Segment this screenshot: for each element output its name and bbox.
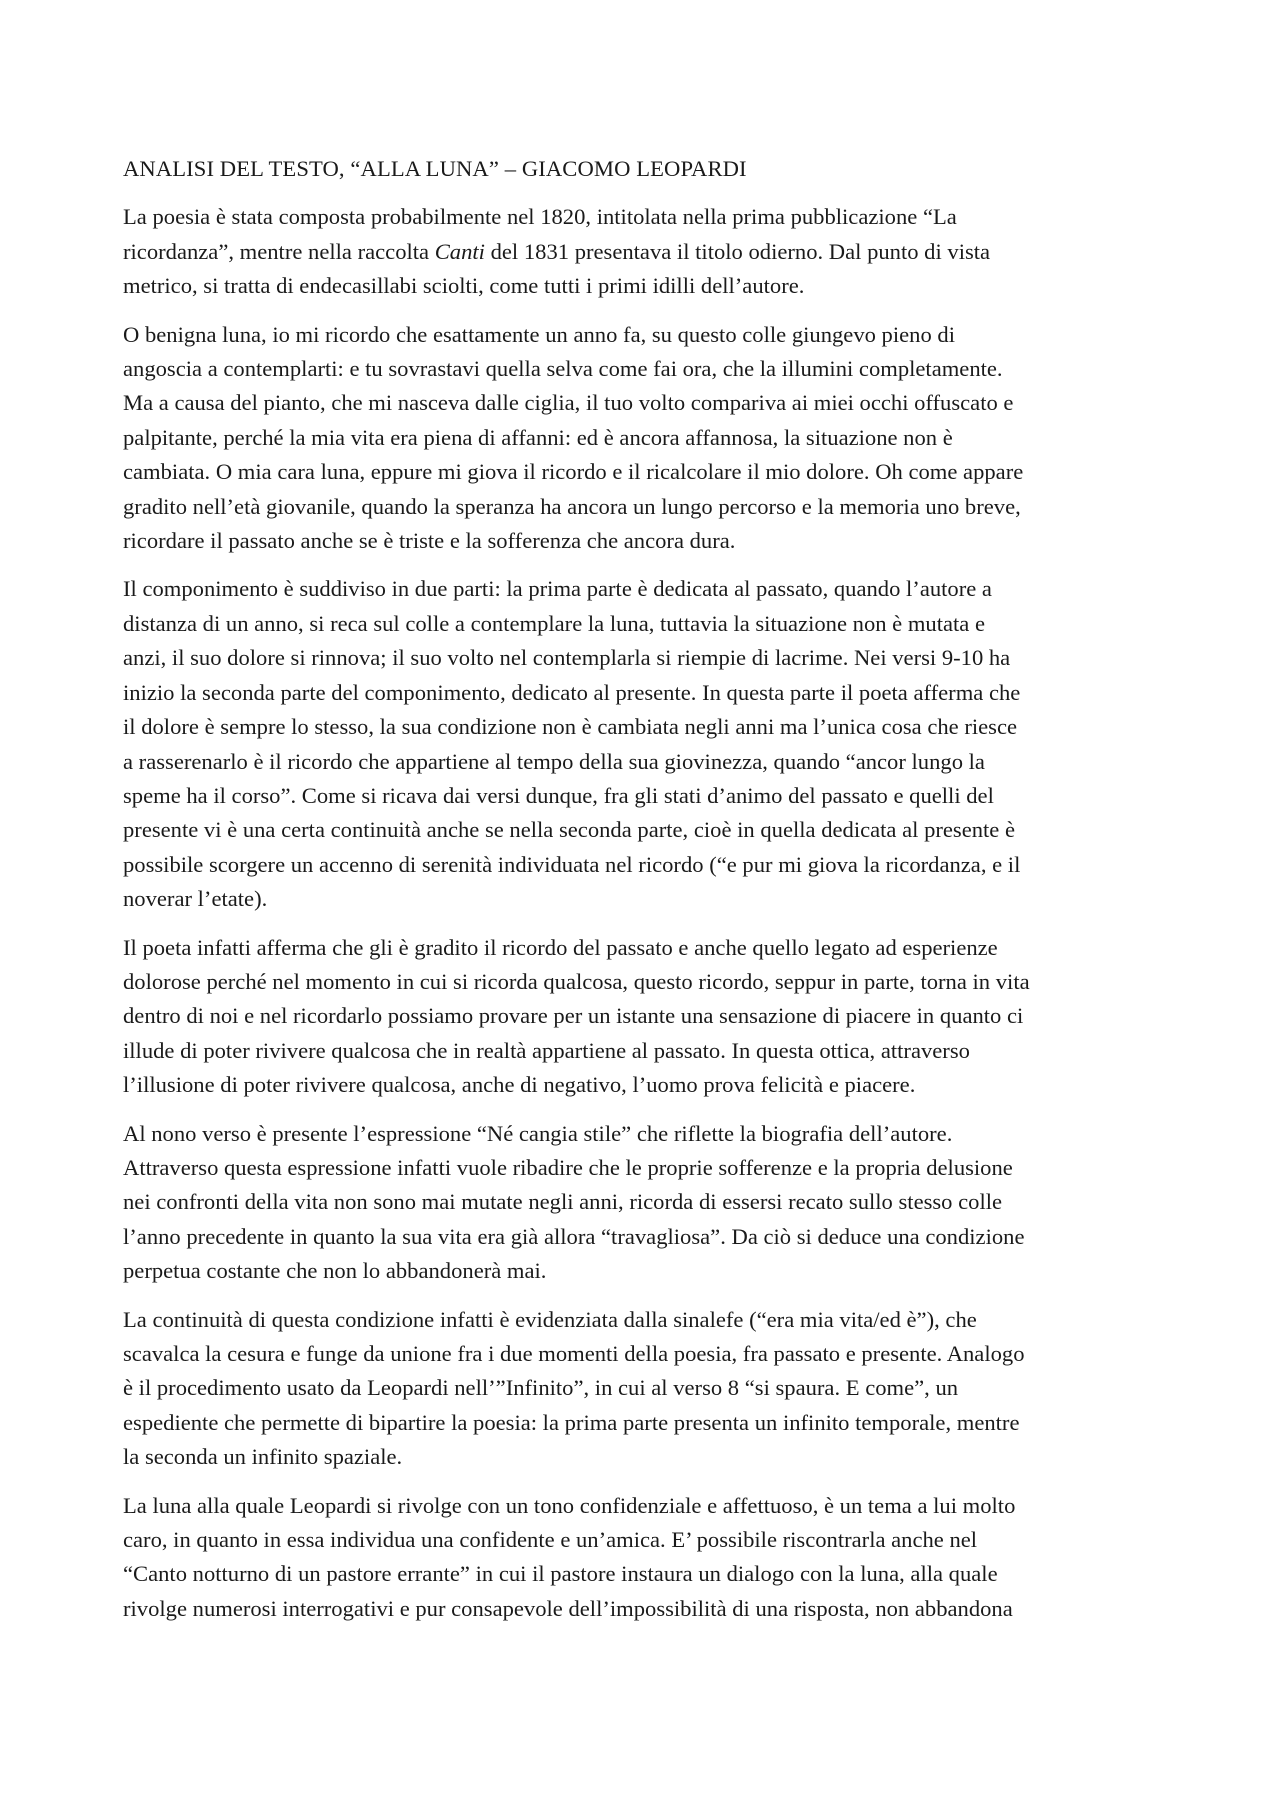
text-line: gradito nell’età giovanile, quando la speranza ha ancora un lungo percorso e la memoria uno breve, bbox=[123, 493, 1021, 519]
text-line: Ma a causa del pianto, che mi nasceva dalle ciglia, il tuo volto compariva ai miei occhi offuscato e bbox=[123, 390, 1014, 416]
text-line: l’anno precedente in quanto la sua vita era già allora “travagliosa”. Da ciò si deduce una condizione bbox=[123, 1223, 1025, 1249]
text-line: Al nono verso è presente l’espressione “Né cangia stile” che riflette la biografia dell’autore. bbox=[123, 1120, 953, 1146]
text-line: dolorose perché nel momento in cui si ricorda qualcosa, questo ricordo, seppur in parte, torna in vita bbox=[123, 968, 1030, 994]
text-line: Il poeta infatti afferma che gli è gradito il ricordo del passato e anche quello legato ad esperienze bbox=[123, 934, 998, 960]
text-line: perpetua costante che non lo abbandonerà mai. bbox=[123, 1258, 547, 1284]
italic-title: Canti bbox=[434, 238, 485, 264]
text-line: scavalca la cesura e funge da unione fra i due momenti della poesia, fra passato e presente. Analogo bbox=[123, 1341, 1025, 1366]
text-line: La poesia è stata composta probabilmente nel 1820, intitolata nella prima pubblicazione “La bbox=[123, 204, 957, 230]
text-line: cambiata. O mia cara luna, eppure mi giova il ricordo e il ricalcolare il mio dolore. Oh come appare bbox=[123, 459, 1024, 485]
paragraph bbox=[123, 572, 1163, 916]
text-line: metrico, si tratta di endecasillabi sciolti, come tutti i primi idilli dell’autore. bbox=[123, 273, 805, 299]
text-line: ricordare il passato anche se è triste e la sofferenza che ancora dura. bbox=[123, 528, 736, 554]
text-line: dentro di noi e nel ricordarlo possiamo provare per un istante una sensazione di piacere in quanto ci bbox=[123, 1003, 1024, 1029]
text-line: inizio la seconda parte del componimento, dedicato al presente. In questa parte il poeta afferma che bbox=[123, 679, 1021, 705]
text-line: anzi, il suo dolore si rinnova; il suo volto nel contemplarla si riempie di lacrime. Nei versi 9-10 ha bbox=[123, 645, 1011, 671]
text-line: nei confronti della vita non sono mai mutate negli anni, ricorda di essersi recato sullo stesso colle bbox=[123, 1189, 1003, 1215]
text-line: palpitante, perché la mia vita era piena di affanni: ed è ancora affannosa, la situazione non è bbox=[123, 424, 953, 450]
paragraph bbox=[123, 1303, 1163, 1475]
text-line: il dolore è sempre lo stesso, la sua condizione non è cambiata negli anni ma l’unica cosa che riesce bbox=[123, 714, 1018, 740]
text-line: distanza di un anno, si reca sul colle a contemplare la luna, tuttavia la situazione non è mutata e bbox=[123, 610, 986, 636]
paragraph bbox=[123, 200, 1163, 303]
text-line: l’illusione di poter rivivere qualcosa, anche di negativo, l’uomo prova felicità e piacere. bbox=[123, 1072, 916, 1098]
text-line: la seconda un infinito spaziale. bbox=[123, 1444, 403, 1470]
text-line: possibile scorgere un accenno di serenità individuata nel ricordo (“e pur mi giova la ricordanza, e il bbox=[123, 851, 1021, 877]
text-line: O benigna luna, io mi ricordo che esattamente un anno fa, su questo colle giungevo pieno di bbox=[123, 321, 955, 347]
text-line: La continuità di questa condizione infatti è evidenziata dalla sinalefe (“era mia vita/ed è”), che bbox=[123, 1306, 977, 1332]
text-line: caro, in quanto in essa individua una confidente e un’amica. E’ possibile riscontrarla anche nel bbox=[123, 1527, 978, 1553]
text-line: espediente che permette di bipartire la poesia: la prima parte presenta un infinito temporale, mentre bbox=[123, 1409, 1020, 1435]
paragraph bbox=[123, 1489, 1163, 1627]
text-line: rivolge numerosi interrogativi e pur consapevole dell’impossibilità di una risposta, non abbandona bbox=[123, 1595, 1013, 1621]
text-line: Attraverso questa espressione infatti vuole ribadire che le proprie sofferenze e la propria delusione bbox=[123, 1154, 1013, 1180]
paragraphs-container bbox=[123, 200, 1163, 1626]
paragraph bbox=[123, 318, 1163, 559]
text-line: ricordanza”, mentre nella raccolta Canti del 1831 presentava il titolo odierno. Dal punto di vista bbox=[123, 238, 991, 264]
text-line: a rasserenarlo è il ricordo che appartiene al tempo della sua giovinezza, quando “ancor lungo la bbox=[123, 748, 985, 774]
text-line: Il componimento è suddiviso in due parti: la prima parte è dedicata al passato, quando l’autore a bbox=[123, 576, 992, 602]
paragraph bbox=[123, 931, 1163, 1103]
text-line: “Canto notturno di un pastore errante” in cui il pastore instaura un dialogo con la luna, alla quale bbox=[123, 1561, 998, 1587]
text-line: illude di poter rivivere qualcosa che in realtà appartiene al passato. In questa ottica, attraverso bbox=[123, 1037, 970, 1063]
text-line: angoscia a contemplarti: e tu sovrastavi quella selva come fai ora, che la illumini completamente. bbox=[123, 356, 1003, 382]
document-body bbox=[123, 152, 1163, 1640]
text-line: è il procedimento usato da Leopardi nell’”Infinito”, in cui al verso 8 “si spaura. E come”, un bbox=[123, 1375, 959, 1401]
paragraph bbox=[123, 1117, 1163, 1289]
document-title: ANALISI DEL TESTO, “ALLA LUNA” – GIACOMO LEOPARDI bbox=[123, 156, 747, 181]
text-line: noverar l’etate). bbox=[123, 886, 268, 912]
text-line: presente vi è una certa continuità anche se nella seconda parte, cioè in quella dedicata al presente è bbox=[123, 817, 1016, 843]
text-line: speme ha il corso”. Come si ricava dai versi dunque, fra gli stati d’animo del passato e quelli del bbox=[123, 782, 994, 808]
text-line: La luna alla quale Leopardi si rivolge con un tono confidenziale e affettuoso, è un tema a lui molto bbox=[123, 1492, 1016, 1518]
